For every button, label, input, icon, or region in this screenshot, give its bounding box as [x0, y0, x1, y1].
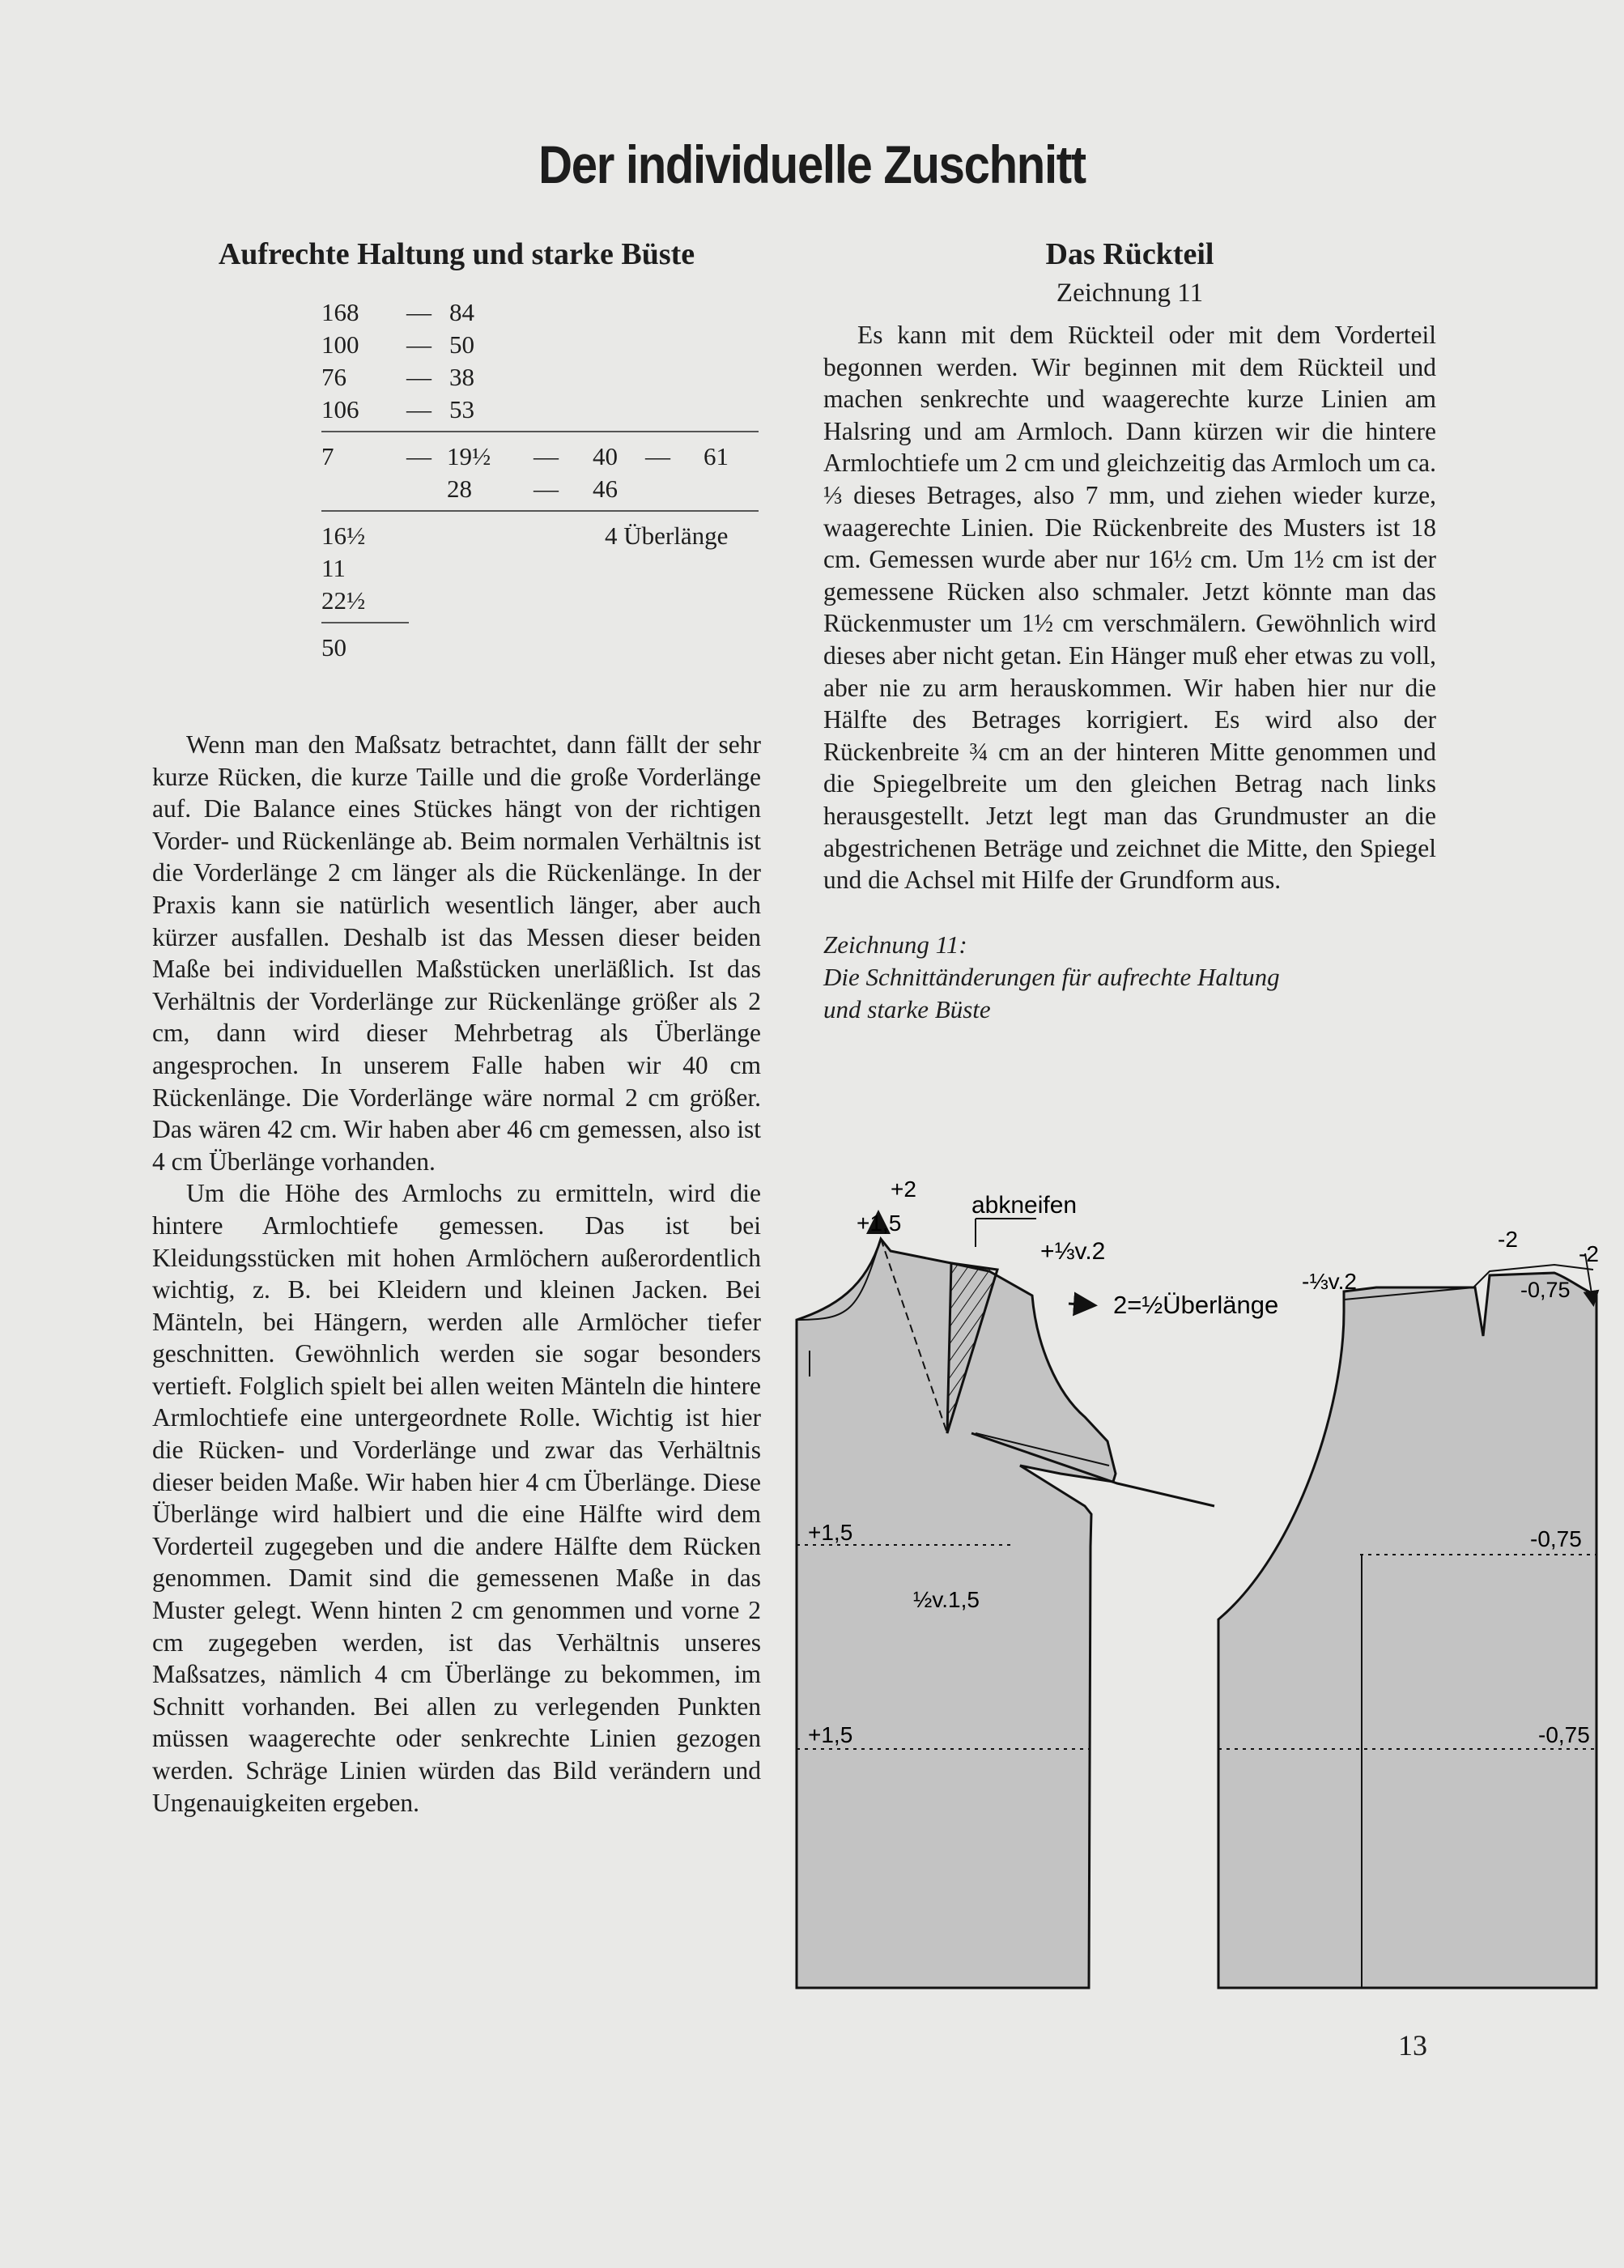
right-column	[823, 235, 1436, 1026]
page-number: 13	[1398, 2029, 1427, 2062]
right-subheading: Zeichnung 11	[1056, 279, 1204, 308]
label-minus075-mid: -0,75	[1530, 1526, 1582, 1551]
measure-row: 76 — 38	[321, 363, 474, 391]
label-minus13v2: -⅓v.2	[1302, 1269, 1357, 1294]
left-column	[152, 235, 761, 274]
measure-row: 28 — 46	[447, 474, 618, 503]
paragraph: Um die Höhe des Armlochs zu ermitteln, wird die hintere Armlochtiefe gemessen. Das ist bei Kleidungsstücken mit hohen Armlöchern außerordentlich wichtig, z. B. bei Kleidern und kleinen Jacken. Bei Mänteln, bei Hängern, werden alle Armlöcher tiefer geschnitten. Gewöhnlich werden sie sogar besonders vertieft. Folglich spielt bei allen weiten Mänteln die hintere Armlochtiefe eine untergeordnete Rolle. Wichtig ist hier die Rücken- und Vorderlänge und zwar das Verhältnis dieser beiden Maße. Wir haben hier 4 cm Überlänge. Diese Überlänge wird halbiert und die eine Hälfte wird dem Vorderteil zugegeben und die andere Hälfte dem Rücken genommen. Damit sind die gemessenen Maße in das Muster gelegt. Wenn hinten 2 cm genommen und vorne 2 cm zugegeben werden, ist das Verhältnis unseres Maßsatzes, nämlich 4 cm Überlänge zu bekommen, im Schnitt vorhanden. Bei allen zu verlegenden Punkten müssen waagerechte oder senkrechte Linien gezogen werden. Schräge Linien würden das Bild verändern und Ungenauigkeiten ergeben.	[152, 1179, 761, 1817]
page-title: Der individuelle Zuschnitt	[538, 134, 1086, 194]
label-plus15-mid: +1,5	[808, 1520, 853, 1545]
left-heading: Aufrechte Haltung und starke Büste	[218, 237, 695, 271]
label-plus2: +2	[891, 1177, 916, 1202]
measure-row: 22½	[321, 586, 366, 615]
label-abkneifen: abkneifen	[971, 1192, 1078, 1219]
measurement-table	[321, 296, 759, 664]
right-heading: Das Rückteil	[1045, 237, 1214, 271]
label-minus2-b: -2	[1579, 1241, 1599, 1266]
paragraph: Wenn man den Maßsatz betrachtet, dann fällt der sehr kurze Rücken, die kurze Taille und die große Vorderlänge auf. Die Balance eines Stückes hängt von der richtigen Vorder- und Rückenlänge ab. Beim normalen Verhältnis ist die Vorderlänge 2 cm länger als die Rückenlänge. In der Praxis kann sie natürlich wesentlich länger, aber auch kürzer ausfallen. Deshalb ist das Messen dieser beiden Maße bei individuellen Maßstücken unerläßlich. Ist das Verhältnis der Vorderlänge zur Rückenlänge größer als 2 cm, dann wird dieser Mehrbetrag als Überlänge angesprochen. In unserem Falle haben wir 40 cm Rückenlänge. Die Vorderlänge wäre normal 2 cm größer. Das wären 42 cm. Wir haben aber 46 cm gemessen, also ist 4 cm Überlänge vorhanden.	[152, 730, 761, 1176]
pattern-diagram	[777, 1166, 1611, 2008]
measure-row: 11	[321, 554, 346, 582]
measure-row: 106 — 53	[321, 395, 474, 423]
figure-caption: Zeichnung 11: Die Schnittänderungen für aufrechte Haltung und starke Büste	[823, 930, 1280, 1023]
measure-row	[321, 632, 759, 664]
measure-sum: 50	[321, 633, 346, 662]
label-half15: ½v.1,5	[913, 1587, 980, 1612]
divider	[321, 622, 409, 623]
divider	[321, 431, 759, 432]
label-minus075-low: -0,75	[1538, 1722, 1590, 1747]
label-ueberlaenge: 2=½Überlänge	[1113, 1291, 1279, 1319]
label-minus2-a: -2	[1498, 1227, 1518, 1252]
left-body	[152, 729, 761, 1819]
label-minus075-top: -0,75	[1520, 1278, 1571, 1302]
overlength-note: 4 Überlänge	[605, 521, 729, 550]
label-plus15-top: +1,5	[857, 1211, 902, 1236]
paragraph: Es kann mit dem Rückteil oder mit dem Vorderteil begonnen werden. Wir beginnen mit dem Rückteil und machen senkrechte und waagerechte kurze Linien am Halsring und am Armloch. Dann kürzen wir die hintere Armlochtiefe um 2 cm und gleichzeitig das Armloch um ca. ⅓ dieses Betrages, also 7 mm, und ziehen wieder kurze, waagerechte Linien. Die Rückenbreite des Musters ist 18 cm. Gemessen wurde aber nur 16½ cm. Um 1½ cm ist der gemessene Rücken also schmaler. Jetzt könnte man das Rückenmuster um 1½ cm verschmälern. Gewöhnlich wird dieses aber nicht getan. Ein Hänger muß eher etwas zu voll, aber nie zu arm herauskommen. Wir haben hier nur die Hälfte des Betrages korrigiert. Es wird also der Rückenbreite ¾ cm an der hinteren Mitte genommen und die Spiegelbreite um den gleichen Betrag nach links herausgestellt. Jetzt legt man das Grundmuster an die abgestrichenen Beträge und zeichnet die Mitte, den Spiegel und die Achsel mit Hilfe der Grundform aus.	[823, 321, 1436, 895]
measure-row: 100 — 50	[321, 330, 474, 359]
divider	[321, 510, 759, 512]
back-pattern-piece	[1218, 1273, 1596, 1988]
measure-row: 16½ 4 Überlänge	[321, 520, 759, 552]
label-plus13v2: +⅓v.2	[1040, 1238, 1106, 1265]
label-plus15-low: +1,5	[808, 1722, 853, 1747]
measure-row: 7 — 19½ — 40 — 61	[321, 442, 729, 470]
measure-row: 168 — 84	[321, 298, 474, 326]
